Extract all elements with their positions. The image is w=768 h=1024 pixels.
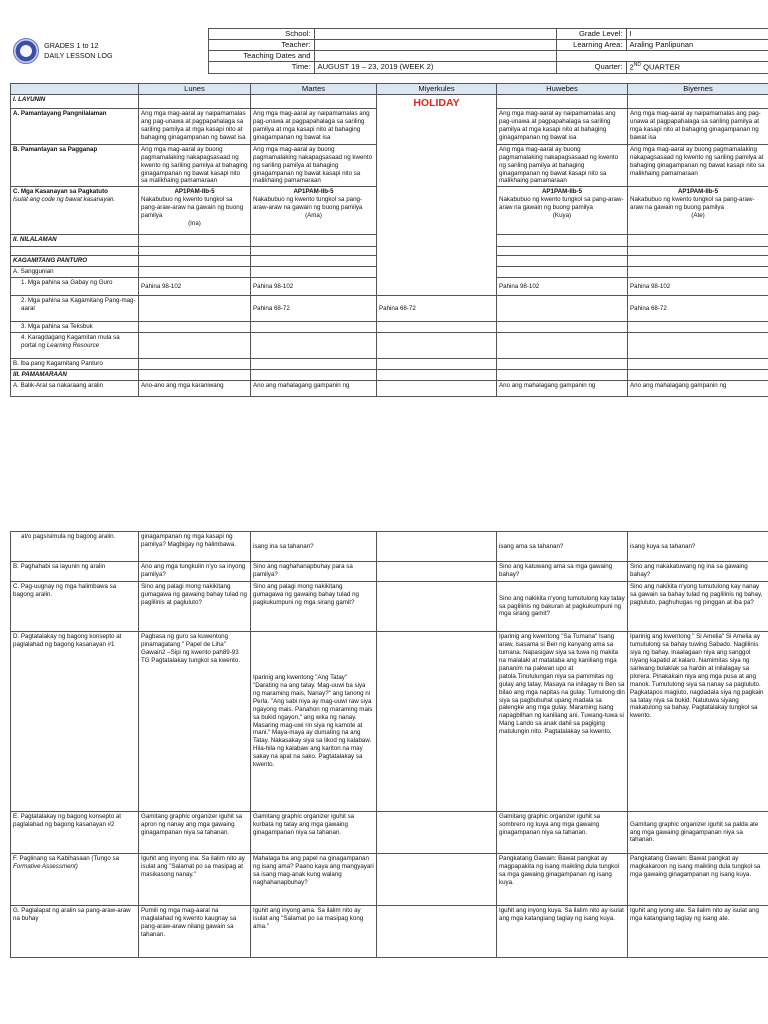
teacher-label: Teacher: [208,40,314,51]
competency-tag: (Ama) [305,212,322,220]
lesson-log-page-2 [0,531,768,958]
blank-cell [377,532,497,562]
cell-gabay-tue: Pahina 98-102 [251,278,377,296]
blank-cell [556,51,768,62]
blank-cell [377,906,497,958]
quarter-number: 2 [629,62,634,72]
blank-cell [11,247,139,256]
blank-cell [251,94,377,108]
row-label-gabay-guro: 1. Mga pahina sa Gabay ng Guro [11,278,139,296]
day-wednesday: Miyerkules [377,84,497,95]
quarter-word: QUARTER [640,62,681,72]
cell-balik-thu: Ano ang mahalagang gampanin ng [497,381,628,397]
blank-cell [251,359,377,370]
blank-cell [139,256,251,267]
cell-cont-mon: ginagampanan ng mga kasapi ng pamilya? Magbigay ng halimbawa. [139,532,251,562]
cell-b-mon: Ang mga mag-aaral ay buong pagmamalaking nakapagsasaad ng kwento ng sariling pamilya at bahaging ginagampanan ng bawat kasapi nito sa malikhaing pamamaraan [139,144,251,187]
cell-gabay-fri: Pahina 98-102 [628,278,768,296]
cell-f-thu: Pangkatang Gawain: Bawat pangkat ay magpapakita ng isang maikling dula tungkol sa mga gawaing ginagampanan ng isang kuya. [497,854,628,906]
learning-area-value: Araling Panlipunan [626,40,768,51]
cell-d-mon: Pagbasa ng guro sa kuwentong pinamagatang " Papel de Liha" Gawain2 –Sipi ng kwento pah89-93 TG Pagtatalakay tungkol sa kwento. [139,632,251,812]
cell-c2-fri: Sino ang nakikita n'yong tumutulong kay nanay sa gawain sa bahay tulad ng paglilinis ng bahay, pagluluto, paghuhugas ng pinggan at iba pa? [628,582,768,632]
lesson-table-1 [10,83,768,397]
cell-kagamitan-thu: Pahina 68-72 [628,296,768,322]
blank-cell [497,247,628,256]
blank-cell [377,562,497,582]
cell-e-fri: Gamitang graphic organizer iguhit sa palda ate ang mga gawaing ginagampanan niya sa tahanan. [628,812,768,854]
cell-cont-tue: isang ina sa tahanan? [251,532,377,562]
cell-e-thu: Gamitang graphic organizer iguhit sa sombrero ng kuya ang mga gawaing ginagampanan niya sa tahanan. [497,812,628,854]
paglinang-italic: Formative Assessment) [13,862,78,870]
blank-cell [139,235,251,247]
cell-kagamitan-mon: Pahina 68-72 [251,296,377,322]
cell-a-mon: Ang mga mag-aaral ay naipamamalas ang pag-unawa at pagpapahalaga sa sariling pamilya at mga kasapi nito at bahaging ginagampanan ng bawat isa [139,108,251,144]
kasanayan-subtitle: Isulat ang code ng bawat kasanayan. [13,196,116,204]
cell-a-fri: Ang mga mag-aaral ay naipamamalas ang pag-unawa at pagpapahalaga sa sariling pamilya at mga kasapi nito at bahaging ginagampanan ng bawat isa [628,108,768,144]
cell-g-mon: Pumili ng mga mag-aaral na maglalahad ng kwento kaugnay sa pang-araw-araw nilang gawain sa tahanan. [139,906,251,958]
cell-g-fri: Iguhit ang iyong ate. Sa ilalim nito ay isulat ang mga katangiang taglay ng isang ate. [628,906,768,958]
cell-d-fri: Iparinig ang kwentong " Si Amelia" Si Amelia ay tumutulong sa bahay tuwing Sabado. Naglilinis siya ng bahay. Inaalagaan niya ang sanggol niyang kapatid at kalaro. Namimitas siya ng sariwang bulaklak sa hardin at inilalagay sa plorera. Pinakakain niya ang mga pusa at ang manok. Tumutulong siya sa nanay sa pagluluto. Pagkatapos magluto, nagdadala siya ng pagkain sa tatay niya sa bukid. Natutuwa siyang makatulong sa bahay. Pagtatalakay tungkol sa kwento. [628,632,768,812]
row-label-paglalapat: G. Paglalapat ng aralin sa pang-araw-araw na buhay [11,906,139,958]
competency-tag: (Ina) [188,220,201,228]
blank-cell [628,256,768,267]
row-label-pamantayan-sa-pagganap: B. Pamantayan sa Pagganap [11,144,139,187]
cell-balik-mon: Ano-ano ang mga karaniwang [139,381,251,397]
cell-f-mon: Iguhit ang inyong ina. Sa ilalim nito ay isulat ang "Salamat po sa masipag at masikasong nanay." [139,854,251,906]
lr-text: 4. Karagdagang Kagamitan mula sa portal ng [21,334,120,350]
blank-cell [377,582,497,632]
blank-cell [377,322,497,333]
grade-level-value: I [626,29,768,40]
cell-b2-thu: Sino ang katuwang ama sa mga gawaing bahay? [497,562,628,582]
paglinang-text: F. Paglinang sa Kabihasaan (Tungo sa [13,855,120,862]
blank-cell [377,359,497,370]
lesson-table-2 [10,531,768,958]
blank-cell [628,333,768,359]
cell-d-tue: Iparinig ang kwentong "Ang Tatay" "Darating na ang tatay. Mag-uuwi ba siya ng maraming mais, Nanay?" ang tanong ni Perla. "Ang sabi niya ay mag-uuwi raw siya ngayong mais. Panahon ng maraming mais sa bukid ngayon," ang wika ng nanay. Masaring mag-uwi rin siya ng kamote at mani." Maya-maya ay dumating na ang Tatay. Nakasakay siya sa likod ng kalabaw. Hila-hila ng kalabaw ang kariton na may sakay na apat na sako. Pagtatalakay sa kwento. [251,632,377,812]
cell-f-tue: Mahalaga ba ang papel na ginagampanan ng isang ama? Paano kaya ang mangyayari sa isang mag-anak kung walang naghahanapbuhay? [251,854,377,906]
blank-cell [628,370,768,381]
blank-cell [139,94,251,108]
section-pamamaraan: III. PAMAMARAAN [11,370,139,381]
blank-cell [139,267,251,278]
blank-cell [497,370,628,381]
cell-b2-mon: Ano ang mga tungkulin n'yo sa inyong pamilya? [139,562,251,582]
competency-text: Nakabubuo ng kwento tungkol sa pang-araw-araw na gawain ng buong pamilya [253,196,363,212]
cell-a-thu: Ang mga mag-aaral ay naipamamalas ang pag-unawa at pagpapahalaga sa sariling pamilya at mga kasapi nito at bahaging ginagampanan ng bawat isa [497,108,628,144]
row-label-sanggunian: A. Sanggunian [11,267,139,278]
teacher-value [314,40,556,51]
quarter-value [626,62,768,74]
cell-b2-fri: Sino ang nakakatuwang ng ina sa gawaing bahay? [628,562,768,582]
blank-cell [628,359,768,370]
cell-c-mon [139,187,251,235]
title-line-2: DAILY LESSON LOG [44,51,113,60]
cell-g-tue: Iguhit ang inyong ama. Sa ilalim nito ay isulat ang "Salamat po sa masipag kong ama." [251,906,377,958]
cell-b-tue: Ang mga mag-aaral ay buong pagmamalaking nakapagsasaad ng kwento ng sariling pamilya at bahaging ginagampanan ng bawat kasapi nito sa malikhaing pamamaraan [251,144,377,187]
blank-cell [377,370,497,381]
competency-code: AP1PAM-IIb-5 [293,188,334,196]
section-layunin: I. LAYUNIN [11,94,139,108]
teaching-dates-label: Teaching Dates and [208,51,314,62]
day-header-row [11,84,768,95]
row-label-pagtatalakay-1: D. Pagtatalakay ng bagong konsepto at paglalahad ng bagong kasanayan #1 [11,632,139,812]
cell-a-tue: Ang mga mag-aaral ay naipamamalas ang pag-unawa at pagpapahalaga sa sariling pamilya at mga kasapi nito at bahaging ginagampanan ng bawat isa [251,108,377,144]
blank-cell [251,247,377,256]
row-label-learning-resource [11,333,139,359]
holiday-label: HOLIDAY [377,94,497,296]
competency-code: AP1PAM-IIb-5 [541,188,583,196]
blank-cell [628,94,768,108]
day-monday: Lunes [139,84,251,95]
blank-cell [377,333,497,359]
competency-tag: (Ate) [691,212,705,220]
day-friday: Biyernes [628,84,768,95]
header-table [10,28,768,74]
cell-c-tue [251,187,377,235]
blank-cell [628,247,768,256]
cell-e-mon: Gamitang graphic organizer iguhit sa apron ng nanay ang mga gawaing ginagampanan niya sa tahanan. [139,812,251,854]
row-label-pagtatalakay-2: E. Pagtatalakay ng bagong konsepto at paglalahad ng bagong kasanayan #2 [11,812,139,854]
blank-cell [139,370,251,381]
cell-b-thu: Ang mga mag-aaral ay buong pagmamalaking nakapagsasaad ng kwento ng sariling pamilya at bahaging ginagampanan ng bawat kasapi nito sa malikhaing pamamaraan [497,144,628,187]
blank-cell [251,235,377,247]
blank-cell [139,359,251,370]
blank-cell [497,94,628,108]
blank-cell [139,296,251,322]
competency-tag: (Kuya) [552,212,572,220]
quarter-suffix: ND [633,61,641,68]
row-label-kagamitang-mag-aaral: 2. Mga pahina sa Kagamitang Pang-mag-aaral [11,296,139,322]
cell-kagamitan-tue: Pahina 68-72 [377,296,497,322]
lesson-log-page-1 [0,28,768,397]
cell-e-tue: Gamitang graphic organizer iguhit sa kurbata ng tatay ang mga gawaing ginagampanan niya sa tahanan. [251,812,377,854]
cell-c2-mon: Sino ang palagi mong nakikitang gumagawa ng gawaing bahay tulad ng paglilinis at pagluluto? [139,582,251,632]
header-title-cell [10,29,208,74]
day-tuesday: Martes [251,84,377,95]
row-label-balik-aral: A. Balik-Aral sa nakaraang aralin [11,381,139,397]
blank-cell [139,333,251,359]
blank-cell [497,322,628,333]
row-label-teksbuk: 3. Mga pahina sa Teksbuk [11,322,139,333]
cell-b-fri: Ang mga mag-aaral ay buong pagmamalaking nakapagsasaad ng kwento ng sariling pamilya at bahaging ginagampanan ng bawat kasapi nito sa malikhaing pamamaraan [628,144,768,187]
blank-cell [251,267,377,278]
cell-gabay-thu: Pahina 98-102 [497,278,628,296]
cell-balik-tue: Ano ang mahalagang gampanin ng [251,381,377,397]
row-label-kasanayan [11,187,139,235]
competency-code: AP1PAM-IIb-5 [677,188,719,196]
row-label-pag-uugnay: C. Pag-uugnay ng mga halimbawa sa bagong aralin. [11,582,139,632]
competency-text: Nakabubuo ng kwento tungkol sa pang-araw-araw na gawain ng buong pamilya [499,196,624,212]
cell-gabay-mon: Pahina 98-102 [139,278,251,296]
blank-cell [497,267,628,278]
row-label-paghahabi: B. Paghahabi sa layunin ng aralin [11,562,139,582]
row-label-pagsisimula: at/o pagsisimula ng bagong aralin. [11,532,139,562]
cell-g-thu: Iguhit ang inyong kuya. Sa ilalim nito ay isulat ang mga katangiang taglay ng isang kuya. [497,906,628,958]
blank-cell [251,256,377,267]
competency-text: Nakabubuo ng kwento tungkol sa pang-araw-araw na gawain ng buong pamilya [630,196,755,212]
cell-c2-thu: Sino ang nakikita n'yong tumutulong kay tatay sa paglilinis ng bakuran at pagkukumpuni ng mga sirang gamit? [497,582,628,632]
cell-c-thu [497,187,628,235]
day-thursday: Huwebes [497,84,628,95]
blank-cell [377,632,497,812]
title-line-1: GRADES 1 to 12 [44,41,99,51]
blank-cell [251,322,377,333]
blank-cell [377,381,497,397]
grade-level-label: Grade Level: [556,29,626,40]
blank-cell [377,812,497,854]
blank-cell [497,296,628,322]
row-label-pamantayang-pangnilalaman: A. Pamantayang Pangnilalaman [11,108,139,144]
blank-cell [497,256,628,267]
blank-cell [251,370,377,381]
cell-f-fri: Pangkatang Gawain: Bawat pangkat ay magkakaroon ng isang maikling dula tungkol sa mga gawaing ginagampanan ng isang kuya. [628,854,768,906]
blank-cell [497,359,628,370]
row-label-paglinang [11,854,139,906]
blank-cell [628,322,768,333]
blank-cell [628,267,768,278]
cell-balik-fri: Ano ang mahalagang gampanin ng [628,381,768,397]
section-kagamitang-panturo: KAGAMITANG PANTURO [11,256,139,267]
blank-cell [628,235,768,247]
cell-cont-fri: isang kuya sa tahanan? [628,532,768,562]
blank-cell [11,84,139,95]
lr-italic: Learning Resource [46,342,100,350]
cell-d-thu: Iparinig ang kwentong "Sa Tumana" Isang araw, isasama si Ben ng kanyang ama sa tumana. Napasigaw siya sa tuwa ng makita na malalaki at matataba ang kaniliang mga pananim na pakwan upo at patola.Tinutulungan niya sa pamimitas ng gulay ang tatay. Masaya na inilagay ni Ben sa bilao ang mga napitas na gulay. Tumulong din siya sa pagbubuhat upang madala sa palengke ang mga gulay. Maraming isang napagbilhan ng kaniliang ani. Tuwang-tuwa si Mang Lando sa anak dahil sa pagiging matulungin nito. Pagtatalakay sa kwento. [497,632,628,812]
blank-cell [251,333,377,359]
cell-cont-thu: isang ama sa tahanan? [497,532,628,562]
deped-seal-icon [13,38,39,64]
blank-cell [377,854,497,906]
kasanayan-title: C. Mga Kasanayan sa Pagkatuto [13,188,108,196]
cell-b2-tue: Sino ang naghahanapbuhay para sa pamilya? [251,562,377,582]
time-label: Time: [208,62,314,74]
school-value [314,29,556,40]
blank-cell [497,235,628,247]
competency-text: Nakabubuo ng kwento tungkol sa pang-araw-araw na gawain ng buong pamilya [141,196,244,220]
quarter-label: Quarter: [556,62,626,74]
competency-code: AP1PAM-IIb-5 [174,188,215,196]
school-label: School: [208,29,314,40]
section-nilalaman: II. NILALAMAN [11,235,139,247]
learning-area-label: Learning Area: [556,40,626,51]
blank-cell [497,333,628,359]
cell-c-fri [628,187,768,235]
blank-cell [314,51,556,62]
blank-cell [139,247,251,256]
blank-cell [139,322,251,333]
teaching-dates-value: AUGUST 19 – 23, 2019 (WEEK 2) [314,62,556,74]
row-label-iba-pang-kagamitan: B. Iba pang Kagamitang Panturo [11,359,139,370]
cell-c2-tue: Sino ang palagi mong nakikitang gumagawa ng gawaing bahay tulad ng pagkukumpuni ng mga sirang gamit? [251,582,377,632]
